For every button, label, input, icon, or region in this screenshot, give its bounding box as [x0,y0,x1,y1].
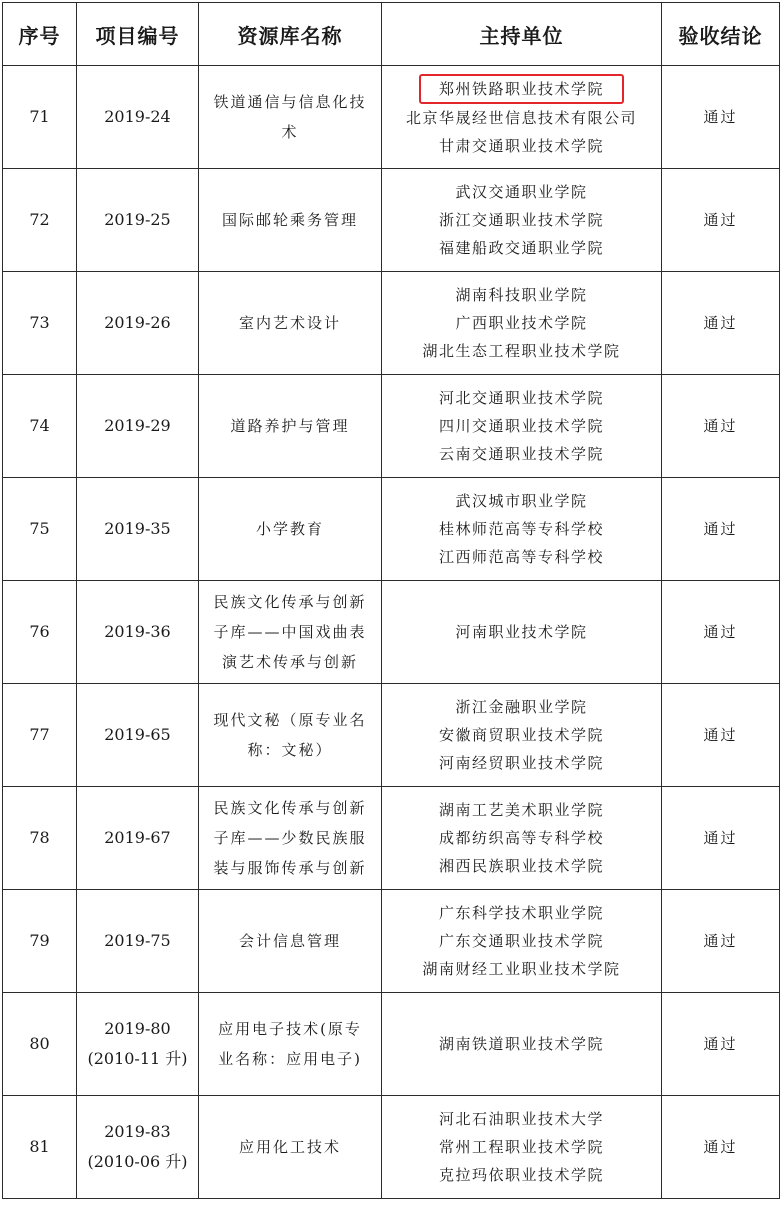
row-conclusion: 通过 [662,375,780,478]
table-header-row [3,3,780,66]
host-unit: 湖北生态工程职业技术学院 [422,342,621,360]
row-index: 72 [3,169,77,272]
project-code-line: 2019-65 [104,725,171,744]
row-index: 77 [3,684,77,787]
project-code-line: 2019-67 [104,828,171,847]
row-index: 73 [3,272,77,375]
host-unit: 北京华晟经世信息技术有限公司 [405,109,637,127]
acceptance-results-table [2,2,780,1199]
host-unit: 克拉玛依职业技术学院 [438,1166,604,1184]
project-code-line: 2019-25 [104,210,171,229]
row-index: 78 [3,787,77,890]
host-unit: 甘肃交通职业技术学院 [438,137,604,155]
table-row [3,581,780,684]
row-conclusion: 通过 [662,478,780,581]
host-unit: 湘西民族职业技术学院 [438,857,604,875]
project-code-line: 2019-35 [104,519,171,538]
row-host-units [382,169,662,272]
row-library-name: 室内艺术设计 [199,272,382,375]
host-unit: 河南职业技术学院 [455,623,588,641]
row-library-name: 铁道通信与信息化技术 [199,66,382,169]
header-project-code: 项目编号 [77,3,199,66]
row-index: 81 [3,1096,77,1199]
row-project-code [77,272,199,375]
row-conclusion: 通过 [662,787,780,890]
row-project-code [77,478,199,581]
host-unit: 武汉交通职业学院 [455,183,588,201]
header-library-name: 资源库名称 [199,3,382,66]
table-row [3,1096,780,1199]
row-project-code [77,375,199,478]
row-conclusion: 通过 [662,581,780,684]
row-project-code [77,581,199,684]
host-unit: 四川交通职业技术学院 [438,417,604,435]
project-code-line: 2019-36 [104,622,171,641]
row-library-name: 国际邮轮乘务管理 [199,169,382,272]
row-conclusion: 通过 [662,169,780,272]
row-index: 80 [3,993,77,1096]
table-body [3,66,780,1199]
host-unit: 湖南工艺美术职业学院 [438,801,604,819]
row-project-code [77,684,199,787]
host-unit: 河北石油职业技术大学 [438,1110,604,1128]
project-code-line: 2019-29 [104,416,171,435]
row-library-name: 现代文秘（原专业名称：文秘） [199,684,382,787]
host-unit: 湖南铁道职业技术学院 [438,1035,604,1053]
table-row [3,375,780,478]
host-unit: 广东交通职业技术学院 [438,932,604,950]
host-unit: 广东科学技术职业学院 [438,904,604,922]
table-row [3,787,780,890]
row-conclusion: 通过 [662,890,780,993]
row-host-units [382,66,662,169]
row-project-code [77,1096,199,1199]
row-project-code [77,993,199,1096]
row-conclusion: 通过 [662,993,780,1096]
host-unit: 桂林师范高等专科学校 [438,520,604,538]
row-host-units [382,890,662,993]
row-index: 74 [3,375,77,478]
project-code-line: (2010-06 升) [87,1152,188,1171]
table-row [3,66,780,169]
row-conclusion: 通过 [662,66,780,169]
table-row [3,272,780,375]
host-unit: 常州工程职业技术学院 [438,1138,604,1156]
row-host-units [382,478,662,581]
project-code-line: 2019-75 [104,931,171,950]
row-conclusion: 通过 [662,1096,780,1199]
host-unit: 成都纺织高等专科学校 [438,829,604,847]
row-host-units [382,375,662,478]
project-code-line: 2019-26 [104,313,171,332]
header-host-units: 主持单位 [382,3,662,66]
project-code-line: 2019-80 [104,1019,171,1038]
table-row [3,993,780,1096]
host-unit: 福建船政交通职业学院 [438,239,604,257]
row-library-name: 小学教育 [199,478,382,581]
row-library-name: 会计信息管理 [199,890,382,993]
row-conclusion: 通过 [662,684,780,787]
host-unit: 广西职业技术学院 [455,314,588,332]
row-project-code [77,890,199,993]
row-index: 75 [3,478,77,581]
table-row [3,684,780,787]
host-unit: 武汉城市职业学院 [455,492,588,510]
row-host-units [382,581,662,684]
table-row [3,890,780,993]
row-library-name: 道路养护与管理 [199,375,382,478]
project-code-line: 2019-83 [104,1122,171,1141]
row-conclusion: 通过 [662,272,780,375]
project-code-line: (2010-11 升) [87,1049,188,1068]
host-unit: 河北交通职业技术学院 [438,389,604,407]
host-unit: 湖南财经工业职业技术学院 [422,960,621,978]
row-index: 79 [3,890,77,993]
row-project-code [77,66,199,169]
row-library-name: 应用电子技术(原专业名称：应用电子) [199,993,382,1096]
row-index: 71 [3,66,77,169]
table-row [3,478,780,581]
host-unit: 云南交通职业技术学院 [438,445,604,463]
row-host-units [382,787,662,890]
header-conclusion: 验收结论 [662,3,780,66]
row-project-code [77,169,199,272]
header-index: 序号 [3,3,77,66]
row-library-name: 民族文化传承与创新子库——中国戏曲表演艺术传承与创新 [199,581,382,684]
project-code-line: 2019-24 [104,107,171,126]
row-project-code [77,787,199,890]
host-unit: 浙江金融职业学院 [455,698,588,716]
host-unit: 河南经贸职业技术学院 [438,754,604,772]
host-unit: 安徽商贸职业技术学院 [438,726,604,744]
highlighted-host-unit: 郑州铁路职业技术学院 [419,74,624,104]
row-host-units [382,993,662,1096]
row-host-units [382,1096,662,1199]
host-unit: 浙江交通职业技术学院 [438,211,604,229]
row-library-name: 民族文化传承与创新子库——少数民族服装与服饰传承与创新 [199,787,382,890]
row-index: 76 [3,581,77,684]
row-library-name: 应用化工技术 [199,1096,382,1199]
row-host-units [382,684,662,787]
host-unit: 湖南科技职业学院 [455,286,588,304]
host-unit: 江西师范高等专科学校 [438,548,604,566]
row-host-units [382,272,662,375]
table-row [3,169,780,272]
